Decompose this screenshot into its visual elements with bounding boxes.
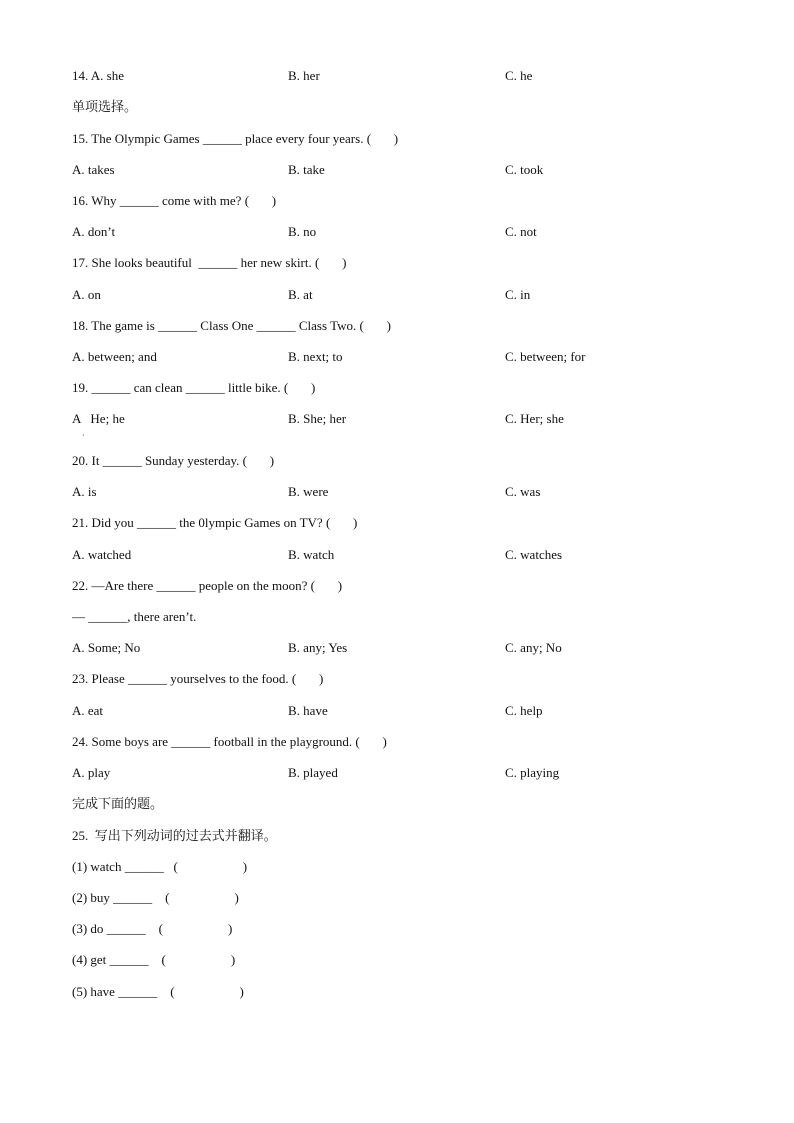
question-15-stem: 15. The Olympic Games ______ place every four years. ( ) (72, 131, 399, 146)
option-b: B. no (288, 224, 317, 239)
question-20-stem: 20. It ______ Sunday yesterday. ( ) (72, 453, 275, 468)
option-a: A. watched (72, 547, 132, 562)
question-21-options (72, 547, 722, 563)
option-c: C. watches (505, 547, 563, 562)
option-a: 14. A. she (72, 68, 124, 83)
section-heading-complete: 完成下面的题。 (72, 796, 164, 811)
question-19-stem: 19. ______ can clean ______ little bike. ( ) (72, 380, 316, 395)
option-b: B. have (288, 703, 328, 718)
question-18-options (72, 349, 722, 365)
option-c: C. any; No (505, 640, 562, 655)
option-b: B. any; Yes (288, 640, 348, 655)
option-c: C. not (505, 224, 537, 239)
stray-dot-mark: · (82, 431, 85, 440)
option-a: A. is (72, 484, 97, 499)
question-25-item-1: (1) watch ______ ( ) (72, 859, 248, 874)
question-25-item-3: (3) do ______ ( ) (72, 921, 233, 936)
question-24-options (72, 765, 722, 781)
option-a: A. don’t (72, 224, 116, 239)
option-a: A He; he (72, 411, 125, 426)
option-c: C. in (505, 287, 531, 302)
option-b: B. take (288, 162, 325, 177)
question-24-stem: 24. Some boys are ______ football in the playground. ( ) (72, 734, 387, 749)
option-a: A. eat (72, 703, 104, 718)
section-heading-single-choice: 单项选择。 (72, 99, 138, 114)
question-16-options (72, 224, 722, 240)
option-c: C. Her; she (505, 411, 564, 426)
option-b: B. She; her (288, 411, 347, 426)
option-a: A. play (72, 765, 111, 780)
option-a: A. takes (72, 162, 115, 177)
option-b: B. played (288, 765, 338, 780)
question-23-stem: 23. Please ______ yourselves to the food. ( ) (72, 671, 324, 686)
question-22-stem: 22. —Are there ______ people on the moon? ( ) (72, 578, 343, 593)
question-19-options (72, 411, 722, 427)
option-c: C. playing (505, 765, 560, 780)
option-b: B. next; to (288, 349, 343, 364)
option-c: C. help (505, 703, 543, 718)
option-c: C. between; for (505, 349, 586, 364)
question-22-reply: — ______, there aren’t. (72, 609, 197, 624)
question-25-item-2: (2) buy ______ ( ) (72, 890, 239, 905)
question-17-stem: 17. She looks beautiful ______ her new skirt. ( ) (72, 255, 347, 270)
question-16-stem: 16. Why ______ come with me? ( ) (72, 193, 277, 208)
option-b: B. were (288, 484, 329, 499)
question-15-options (72, 162, 722, 178)
question-17-options (72, 287, 722, 303)
option-c: C. was (505, 484, 541, 499)
option-a: A. on (72, 287, 101, 302)
option-b: B. watch (288, 547, 335, 562)
question-25-stem: 25. 写出下列动词的过去式并翻译。 (72, 828, 277, 843)
option-a: A. between; and (72, 349, 157, 364)
question-25-item-5: (5) have ______ ( ) (72, 984, 244, 999)
option-c: C. took (505, 162, 544, 177)
question-23-options (72, 703, 722, 719)
question-21-stem: 21. Did you ______ the 0lympic Games on TV? ( ) (72, 515, 358, 530)
question-14-options (72, 68, 722, 84)
option-b: B. her (288, 68, 320, 83)
option-b: B. at (288, 287, 313, 302)
question-18-stem: 18. The game is ______ Class One ______ Class Two. ( ) (72, 318, 391, 333)
option-c: C. he (505, 68, 533, 83)
question-25-item-4: (4) get ______ ( ) (72, 952, 236, 967)
question-22-options (72, 640, 722, 656)
question-20-options (72, 484, 722, 500)
option-a: A. Some; No (72, 640, 141, 655)
